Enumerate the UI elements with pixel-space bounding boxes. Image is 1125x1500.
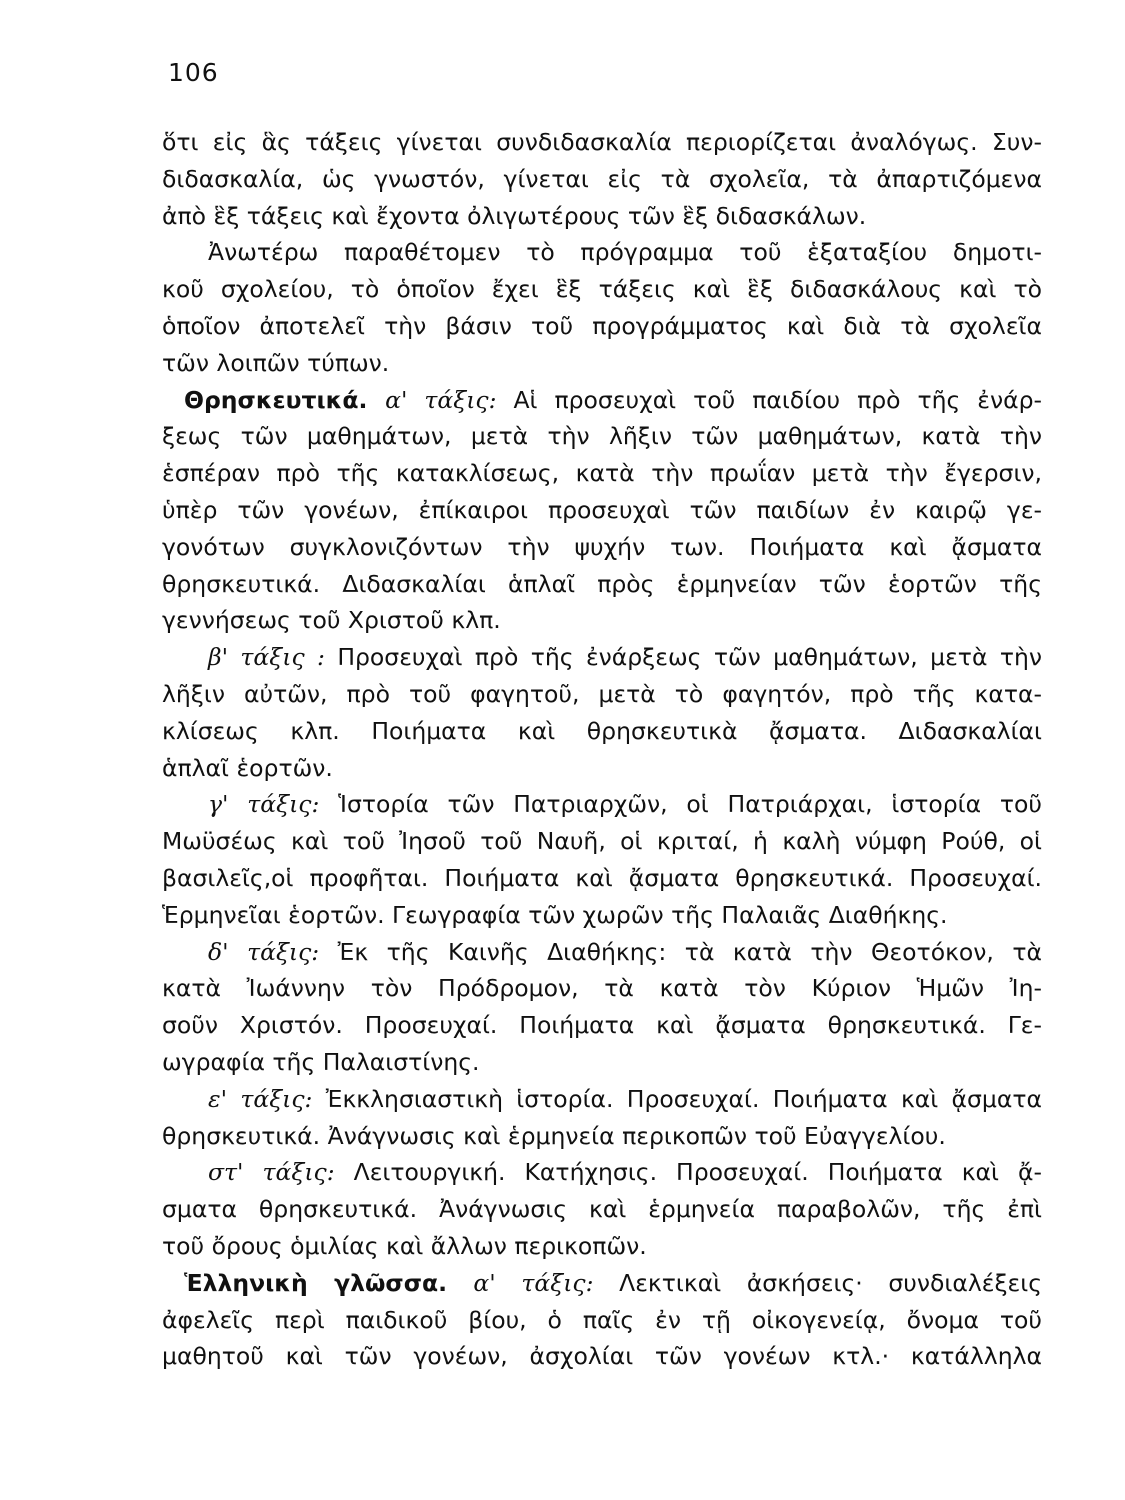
line-text: Προσευχαὶ πρὸ τῆς ἐνάρξεως τῶν μαθημάτων, μετὰ τὴν xyxy=(337,643,1042,672)
line-text: σοῦν Χριστόν. Προσευχαί. Ποιήματα καὶ ᾄσματα θρησκευτικά. Γε- xyxy=(162,1011,1042,1040)
line-text: Ἐκκλησιαστικὴ ἱστορία. Προσευχαί. Ποιήματα καὶ ᾄσματα xyxy=(325,1084,1042,1113)
line-text: Αἱ προσευχαὶ τοῦ παιδίου πρὸ τῆς ἐνάρ- xyxy=(513,385,1042,414)
line-text: Ἀνωτέρω παραθέτομεν τὸ πρόγραμμα τοῦ ἑξαταξίου δημοτι- xyxy=(208,238,1042,267)
line-text: Λειτουργική. Κατήχησις. Προσευχαί. Ποιήματα καὶ ᾄ- xyxy=(353,1158,1042,1187)
text-line xyxy=(162,934,1042,971)
class-label: β' τάξις : xyxy=(208,643,338,672)
class-label: ε' τάξις: xyxy=(208,1084,326,1113)
body-text xyxy=(162,124,1042,1375)
text-line xyxy=(162,492,1042,529)
text-line xyxy=(162,860,1042,897)
line-text: Ἐκ τῆς Καινῆς Διαθήκης: τὰ κατὰ τὴν Θεοτόκον, τὰ xyxy=(337,937,1042,966)
text-line xyxy=(162,1044,1042,1081)
line-text: ἀπὸ ἓξ τάξεις καὶ ἔχοντα ὀλιγωτέρους τῶν ἓξ διδασκάλων. xyxy=(162,201,867,230)
text-line xyxy=(162,897,1042,934)
text-line xyxy=(162,455,1042,492)
line-text: διδασκαλία, ὡς γνωστόν, γίνεται εἰς τὰ σχολεῖα, τὰ ἀπαρτιζόμενα xyxy=(162,164,1042,193)
text-line xyxy=(162,198,1042,235)
class-label: δ' τάξις: xyxy=(208,937,338,966)
line-text: θρησκευτικά. Διδασκαλίαι ἁπλαῖ πρὸς ἑρμηνείαν τῶν ἑορτῶν τῆς xyxy=(162,569,1042,598)
line-text: Μωϋσέως καὶ τοῦ Ἰησοῦ τοῦ Ναυῆ, οἱ κριταί, ἡ καλὴ νύμφη Ρούθ, οἱ xyxy=(162,827,1042,856)
text-line xyxy=(162,1118,1042,1155)
class-label: α' τάξις: xyxy=(473,1268,620,1297)
line-text: σματα θρησκευτικά. Ἀνάγνωσις καὶ ἑρμηνεία παραβολῶν, τῆς ἐπὶ xyxy=(162,1195,1042,1224)
text-line xyxy=(162,1154,1042,1191)
line-text: μαθητοῦ καὶ τῶν γονέων, ἀσχολίαι τῶν γονέων κτλ.· κατάλληλα xyxy=(162,1342,1042,1371)
text-line xyxy=(162,345,1042,382)
text-line xyxy=(162,1338,1042,1375)
text-line xyxy=(162,713,1042,750)
line-text: ἀφελεῖς περὶ παιδικοῦ βίου, ὁ παῖς ἐν τῇ οἰκογενείᾳ, ὄνομα τοῦ xyxy=(162,1305,1042,1334)
line-text: κλίσεως κλπ. Ποιήματα καὶ θρησκευτικὰ ᾄσματα. Διδασκαλίαι xyxy=(162,716,1042,745)
text-line xyxy=(162,308,1042,345)
line-text: ωγραφία τῆς Παλαιστίνης. xyxy=(162,1047,480,1076)
text-line xyxy=(162,382,1042,419)
text-line xyxy=(162,823,1042,860)
text-line xyxy=(162,786,1042,823)
class-label: γ' τάξις: xyxy=(208,790,339,819)
section-heading: Θρησκευτικά. xyxy=(184,385,386,414)
text-line xyxy=(162,271,1042,308)
class-label: στ' τάξις: xyxy=(208,1158,354,1187)
text-line xyxy=(162,1228,1042,1265)
line-text: ἁπλαῖ ἑορτῶν. xyxy=(162,753,333,782)
text-line xyxy=(162,750,1042,787)
text-line xyxy=(162,602,1042,639)
text-line xyxy=(162,639,1042,676)
line-text: γονότων συγκλονιζόντων τὴν ψυχήν των. Ποιήματα καὶ ᾄσματα xyxy=(162,532,1042,561)
text-line xyxy=(162,1191,1042,1228)
text-line xyxy=(162,234,1042,271)
line-text: θρησκευτικά. Ἀνάγνωσις καὶ ἑρμηνεία περικοπῶν τοῦ Εὐαγγελίου. xyxy=(162,1121,946,1150)
section-heading: Ἑλληνικὴ γλῶσσα. xyxy=(184,1268,474,1297)
text-line xyxy=(162,1007,1042,1044)
line-text: λῆξιν αὐτῶν, πρὸ τοῦ φαγητοῦ, μετὰ τὸ φαγητόν, πρὸ τῆς κατα- xyxy=(162,679,1042,708)
text-line xyxy=(162,418,1042,455)
line-text: Ἱστορία τῶν Πατριαρχῶν, οἱ Πατριάρχαι, ἱστορία τοῦ xyxy=(338,790,1042,819)
line-text: κοῦ σχολείου, τὸ ὁποῖον ἔχει ἓξ τάξεις καὶ ἓξ διδασκάλους καὶ τὸ xyxy=(162,275,1042,304)
text-line xyxy=(162,529,1042,566)
class-label: α' τάξις: xyxy=(385,385,514,414)
text-line xyxy=(162,970,1042,1007)
text-line xyxy=(162,1302,1042,1339)
line-text: ὅτι εἰς ἃς τάξεις γίνεται συνδιδασκαλία περιορίζεται ἀναλόγως. Συν- xyxy=(162,128,1042,156)
text-line xyxy=(162,566,1042,603)
line-text: ἑσπέραν πρὸ τῆς κατακλίσεως, κατὰ τὴν πρωΐαν μετὰ τὴν ἔγερσιν, xyxy=(162,459,1042,488)
page-number: 106 xyxy=(168,58,219,87)
line-text: ξεως τῶν μαθημάτων, μετὰ τὴν λῆξιν τῶν μαθημάτων, κατὰ τὴν xyxy=(162,422,1042,451)
line-text: ὁποῖον ἀποτελεῖ τὴν βάσιν τοῦ προγράμματος καὶ διὰ τὰ σχολεῖα xyxy=(162,311,1042,340)
text-line xyxy=(162,676,1042,713)
text-line xyxy=(162,1081,1042,1118)
line-text: τῶν λοιπῶν τύπων. xyxy=(162,348,390,377)
line-text: βασιλεῖς,οἱ προφῆται. Ποιήματα καὶ ᾄσματα θρησκευτικά. Προσευχαί. xyxy=(162,863,1042,892)
line-text: Λεκτικαὶ ἀσκήσεις· συνδιαλέξεις xyxy=(619,1268,1042,1297)
line-text: Ἑρμηνεῖαι ἑορτῶν. Γεωγραφία τῶν χωρῶν τῆς Παλαιᾶς Διαθήκης. xyxy=(162,900,948,929)
text-line xyxy=(162,124,1042,161)
line-text: γεννήσεως τοῦ Χριστοῦ κλπ. xyxy=(162,606,501,635)
line-text: ὑπὲρ τῶν γονέων, ἐπίκαιροι προσευχαὶ τῶν παιδίων ἐν καιρῷ γε- xyxy=(162,495,1042,524)
text-line xyxy=(162,161,1042,198)
line-text: κατὰ Ἰωάννην τὸν Πρόδρομον, τὰ κατὰ τὸν Κύριον Ἡμῶν Ἰη- xyxy=(162,974,1042,1003)
line-text: τοῦ ὄρους ὁμιλίας καὶ ἄλλων περικοπῶν. xyxy=(162,1231,647,1260)
text-line xyxy=(162,1265,1042,1302)
